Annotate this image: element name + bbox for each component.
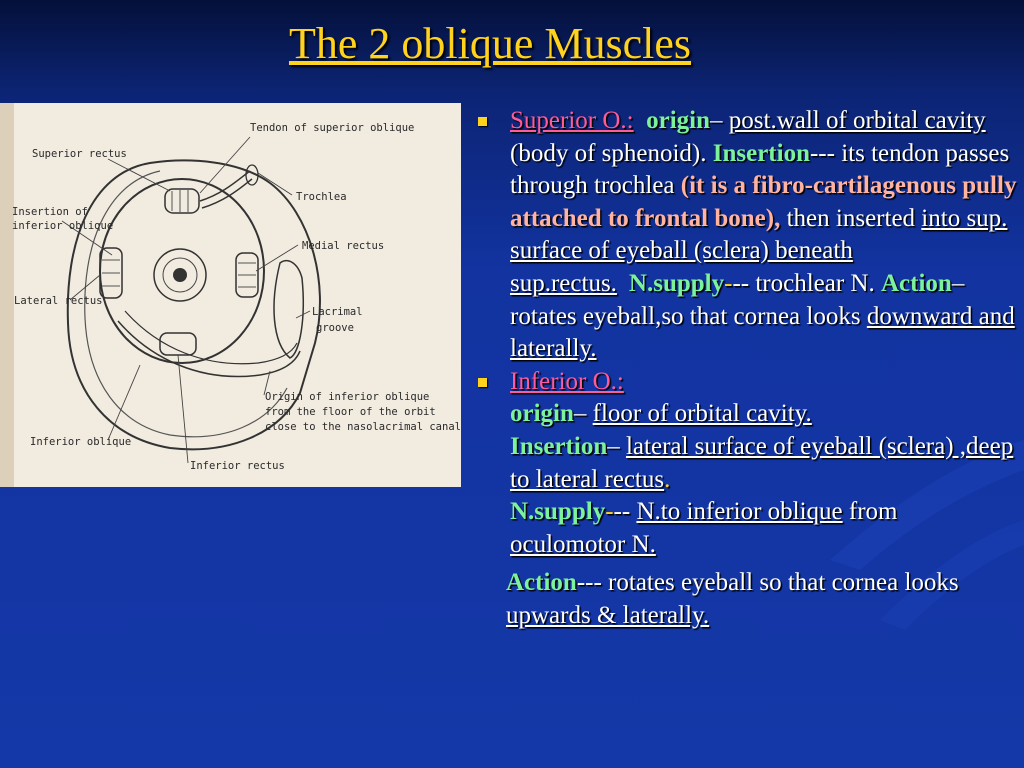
inferior-from-text: from <box>842 498 898 526</box>
superior-nsupply-value: -- trochlear N. <box>732 269 875 297</box>
inferior-action-label: Action <box>506 569 577 597</box>
bullet-superior-oblique <box>470 105 1018 366</box>
bullet-marker <box>478 117 487 126</box>
label-medial-rectus: Medial rectus <box>302 240 385 252</box>
inferior-insertion-dash: – <box>607 432 626 460</box>
bullet-marker <box>478 378 487 387</box>
superior-nsupply-label: N.supply <box>628 269 725 297</box>
label-origin-3: close to the nasolacrimal canal <box>265 421 461 433</box>
superior-insertion-dash: --- <box>809 139 842 167</box>
label-tendon: Tendon of superior oblique <box>250 122 415 134</box>
superior-heading: Superior O.: <box>510 107 634 134</box>
inferior-action <box>506 567 1018 632</box>
superior-action-value: downward and laterally. <box>510 302 1015 363</box>
superior-nsupply-dash: - <box>724 269 733 297</box>
superior-insertion-text: its tendon passes through trochlea <box>510 139 1010 200</box>
inferior-action-value: upwards & laterally. <box>506 601 710 629</box>
inferior-insertion-value: lateral surface of eyeball (sclera) ,deep to lateral rectus <box>510 432 1014 493</box>
slide-content <box>470 105 1018 633</box>
slide-title: The 2 oblique Muscles <box>288 19 692 68</box>
inferior-insertion-period: . <box>664 465 671 493</box>
superior-action-label: Action <box>881 269 952 297</box>
label-insertion-2: inferior oblique <box>12 220 114 232</box>
inferior-action-text: --- rotates eyeball so that cornea looks <box>576 569 959 597</box>
eye-diagram-drawing <box>0 103 461 487</box>
superior-insert-target: into sup. surface of eyeball (sclera) beneath sup.rectus. <box>510 204 1008 297</box>
superior-oblique-text <box>510 105 1018 366</box>
superior-origin-dash: – <box>710 107 729 134</box>
inferior-nsupply-value: N.to inferior oblique <box>636 498 843 526</box>
superior-pulley-note: (it is a fibro-cartilagenous pully attached to frontal bone), <box>510 172 1017 232</box>
label-insertion-1: Insertion of <box>12 206 88 218</box>
inferior-origin-label: origin <box>510 400 574 428</box>
label-origin-1: Origin of inferior oblique <box>265 391 430 403</box>
inferior-origin-value: floor of orbital cavity. <box>592 400 812 428</box>
label-inferior-oblique: Inferior oblique <box>30 436 132 448</box>
label-superior-rectus: Superior rectus <box>32 148 127 160</box>
inferior-nsupply-label: N.supply <box>510 498 606 526</box>
label-origin-2: from the floor of the orbit <box>265 406 436 418</box>
superior-action-text: – rotates eyeball,so that cornea looks <box>510 269 965 330</box>
label-lateral-rectus: Lateral rectus <box>14 295 103 307</box>
superior-origin-note: (body of sphenoid). <box>510 139 707 167</box>
superior-then-inserted: then inserted <box>780 204 922 232</box>
inferior-nsupply-rest: -- <box>613 498 637 526</box>
label-lacrimal-2: groove <box>316 322 354 334</box>
label-lacrimal-1: Lacrimal <box>312 306 363 318</box>
inferior-insertion-label: Insertion <box>510 432 608 460</box>
label-inferior-rectus: Inferior rectus <box>190 460 285 472</box>
inferior-origin-dash: – <box>573 400 593 428</box>
inferior-nsupply-dash: - <box>605 498 614 526</box>
inferior-heading: Inferior O.: <box>510 367 624 395</box>
superior-origin-value: post.wall of orbital cavity <box>728 107 986 134</box>
eye-diagram <box>0 103 461 487</box>
bullet-inferior-oblique <box>470 366 1018 562</box>
inferior-oblique-text <box>510 366 1018 562</box>
superior-origin-label: origin <box>646 107 711 134</box>
label-trochlea: Trochlea <box>296 191 347 203</box>
inferior-from-value: oculomotor N. <box>510 530 656 558</box>
superior-insertion-label: Insertion <box>712 139 810 167</box>
